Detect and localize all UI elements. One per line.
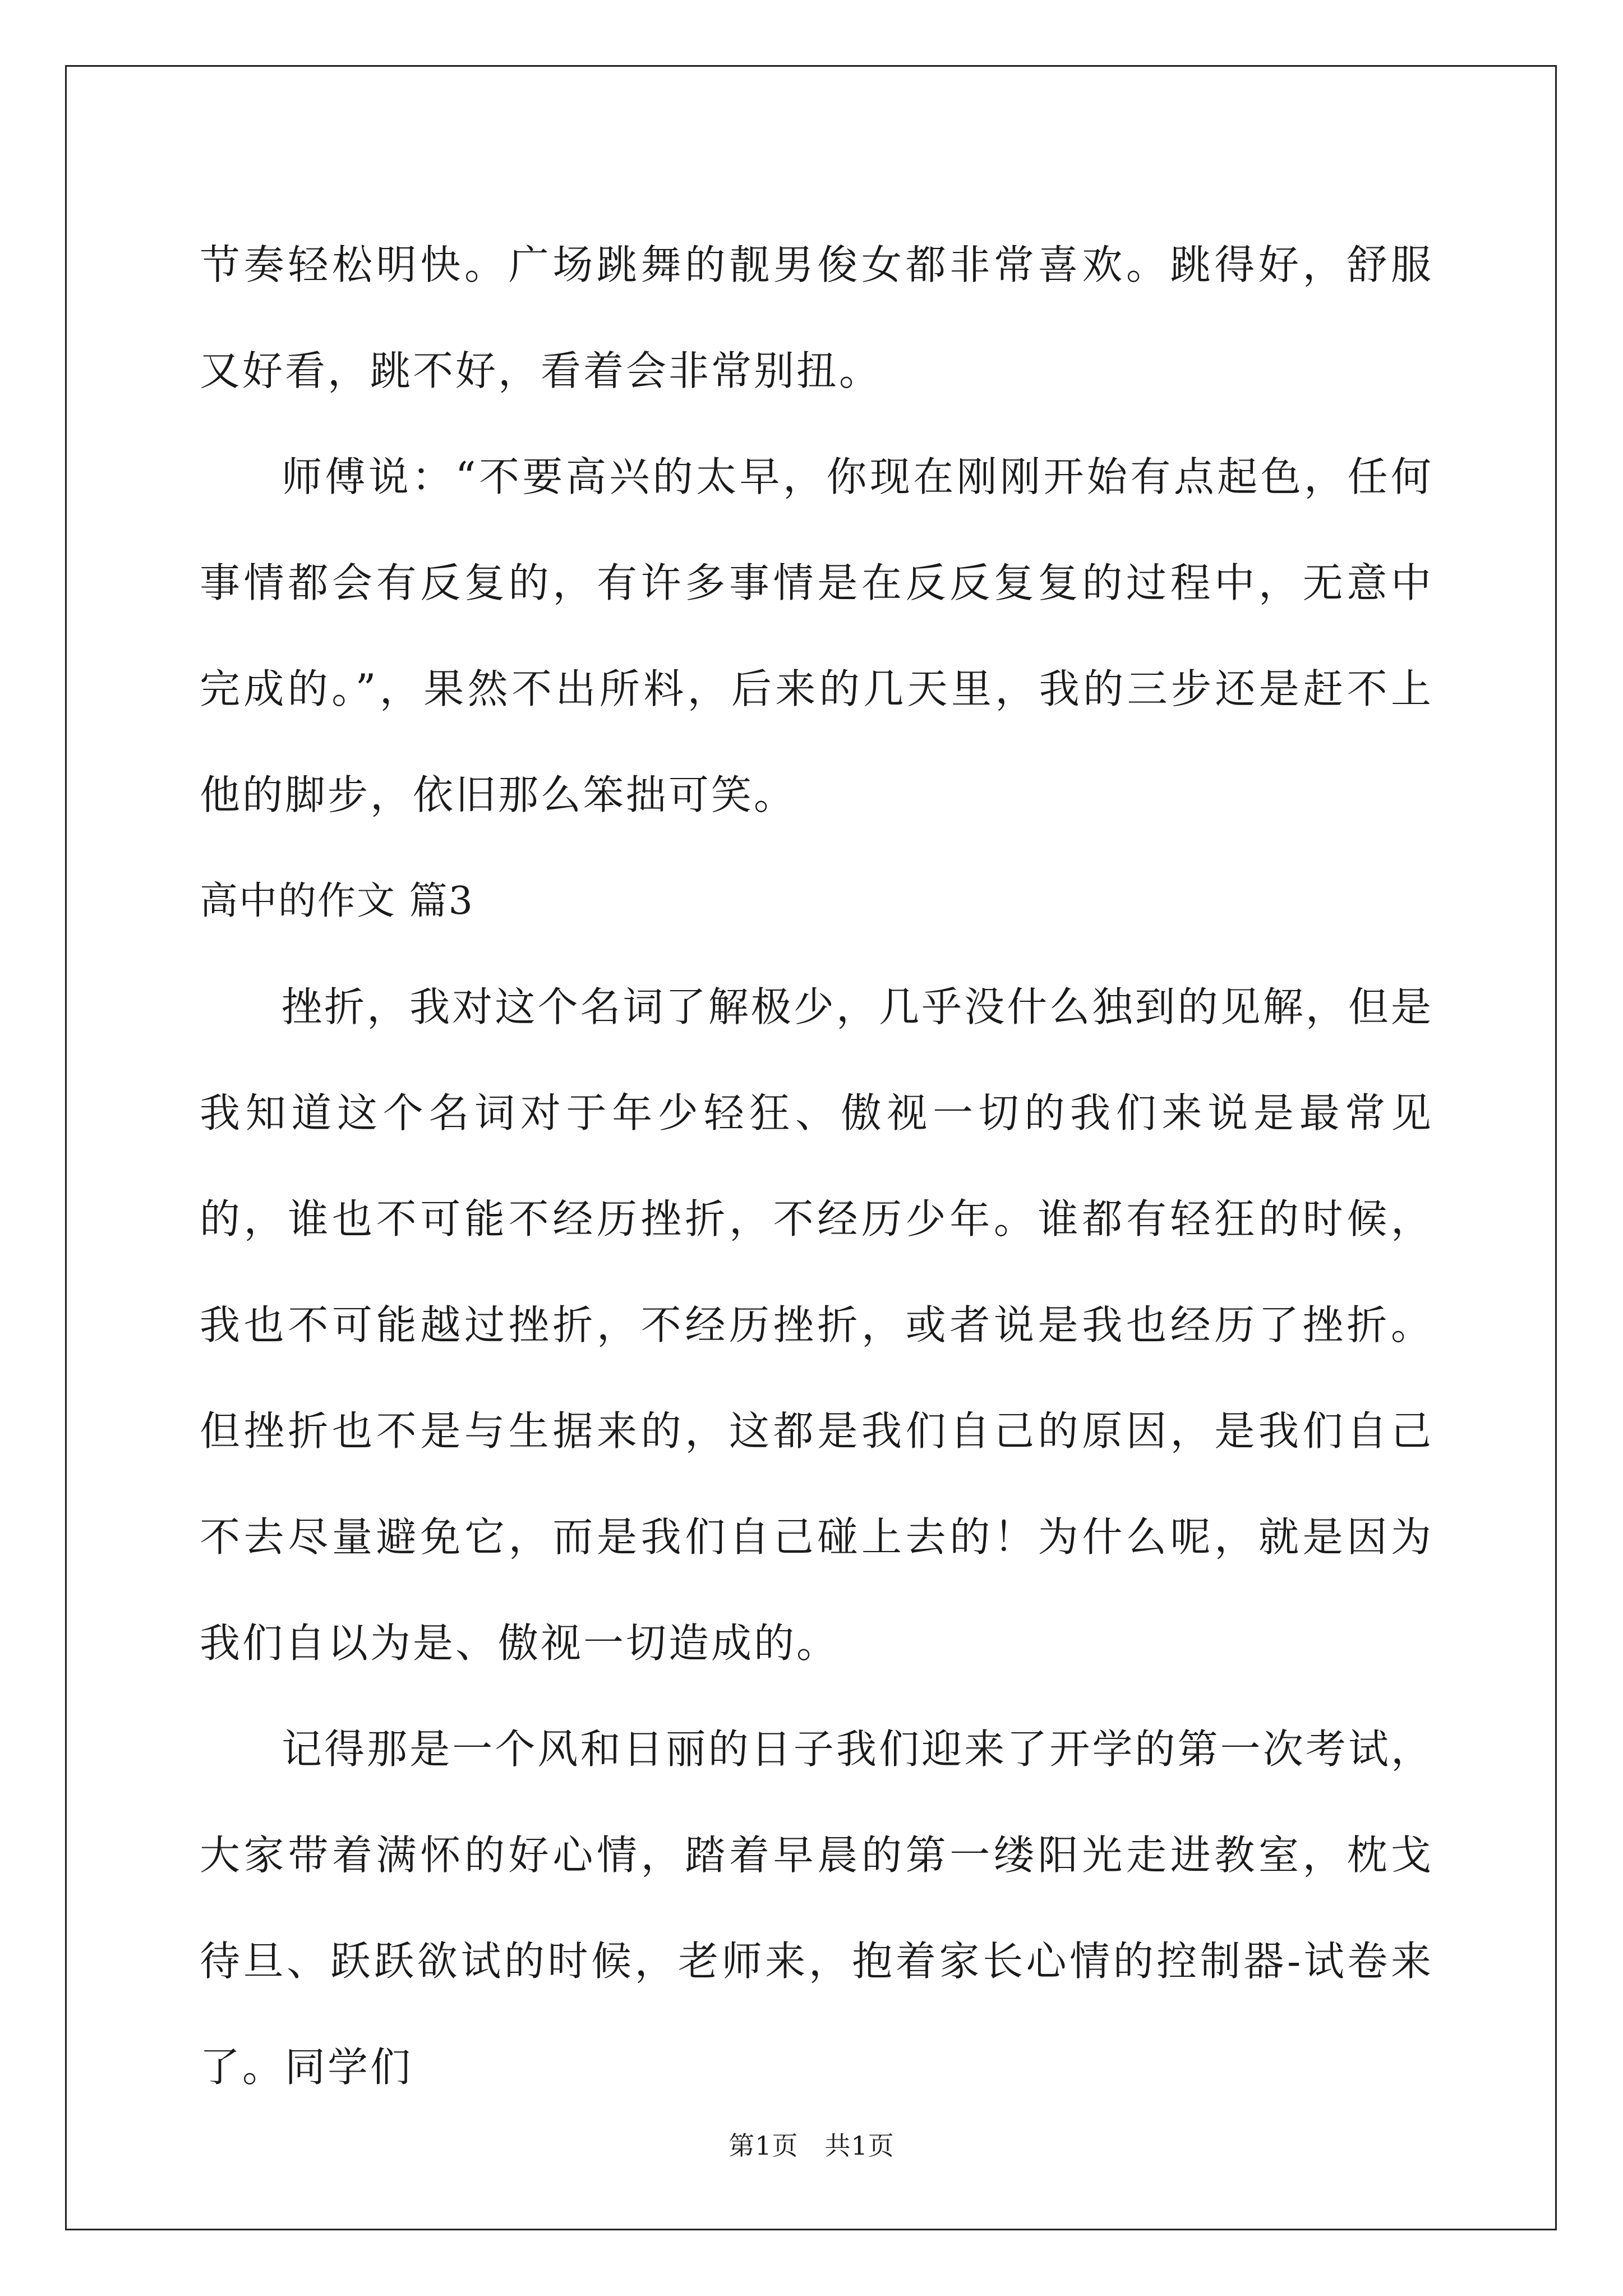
paragraph-first-exam: 记得那是一个风和日丽的日子我们迎来了开学的第一次考试，大家带着满怀的好心情，踏着早晨的第一缕阳光走进教室，枕戈待旦、跃跃欲试的时候，老师来，抱着家长心情的控制器-试卷来了。同学们 (200, 1726, 1433, 2091)
page-footer (0, 2129, 1623, 2162)
paragraph-shifu-said: 师傅说：“不要高兴的太早，你现在刚刚开始有点起色，任何事情都会有反复的，有许多事情是在反反复复的过程中，无意中完成的。”，果然不出所料，后来的几天里，我的三步还是赶不上他的脚步，依旧那么笨拙可笑。 (200, 453, 1433, 818)
page-total: 共1页 (824, 2131, 895, 2161)
page-number: 第1页 (728, 2131, 799, 2161)
paragraph-continued: 节奏轻松明快。广场跳舞的靓男俊女都非常喜欢。跳得好，舒服又好看，跳不好，看着会非常别扭。 (200, 241, 1433, 394)
paragraph-setbacks: 挫折，我对这个名词了解极少，几乎没什么独到的见解，但是我知道这个名词对于年少轻狂、傲视一切的我们来说是最常见的，谁也不可能不经历挫折，不经历少年。谁都有轻狂的时候，我也不可能越过挫折，不经历挫折，或者说是我也经历了挫折。但挫折也不是与生据来的，这都是我们自己的原因，是我们自己不去尽量避免它，而是我们自己碰上去的！为什么呢，就是因为我们自以为是、傲视一切造成的。 (200, 983, 1433, 1667)
section-heading: 高中的作文 篇3 (200, 879, 474, 923)
footer-spacer (799, 2131, 825, 2161)
document-body (200, 212, 1433, 2120)
